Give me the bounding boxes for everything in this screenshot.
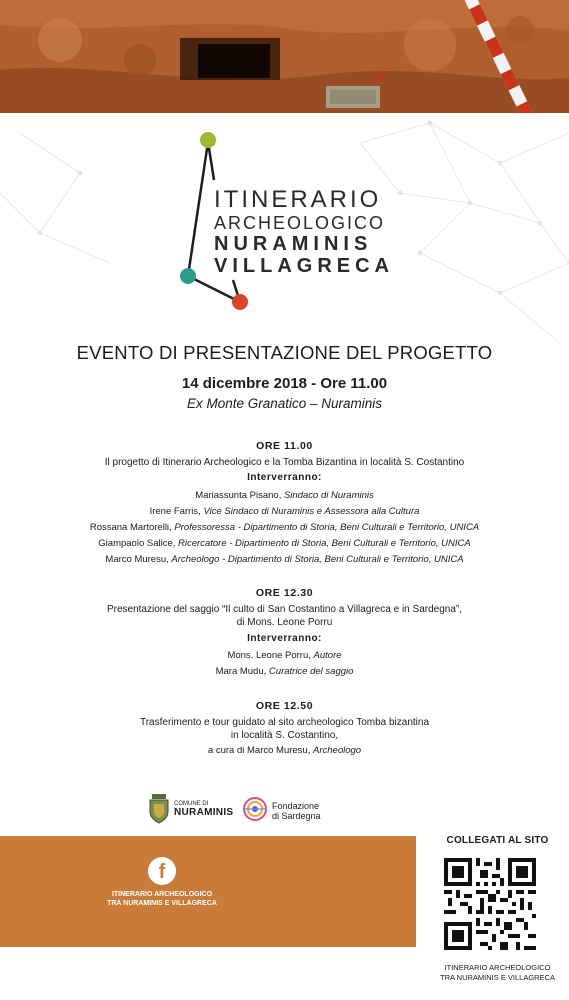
speaker-row: Rossana Martorelli, Professoressa - Dipartimento di Storia, Beni Culturali e Territorio, UNICA [89,521,480,533]
comune-label: COMUNE DI [174,801,209,807]
speaker-row: Mons. Leone Porru, Autore [227,650,342,661]
speaker-name: Giampaolo Salice [98,537,173,549]
program-block-1250 [0,700,569,759]
speaker-row: Giampaolo Salice, Ricercatore - Dipartimento di Storia, Beni Culturali e Territorio, UNICA [98,537,471,549]
speaker-role: Vice Sindaco di Nuraminis e Assessora alla Cultura [203,505,420,517]
qr-caption-line1: ITINERARIO ARCHEOLOGICO [444,963,551,972]
hero-photo [0,0,569,113]
sponsor-logos [148,792,348,828]
event-place: Ex Monte Granatico – Nuraminis [186,396,383,411]
logo-line-archeologico: ARCHEOLOGICO [214,213,386,233]
program-title: in località S. Costantino, [230,730,339,741]
speaker-row: Mara Mudu, Curatrice del saggio [215,666,354,677]
speaker-role: Curatrice del saggio [268,666,354,677]
excavation-illustration [0,0,569,113]
facebook-page-line1[interactable]: ITINERARIO ARCHEOLOGICO [111,891,213,898]
guide-name: a cura di Marco Muresu [207,744,308,756]
program-time: ORE 12.50 [255,700,314,712]
facebook-icon[interactable]: f [148,857,176,885]
program-title: Presentazione del saggio “Il culto di San Costantino a Villagreca e in Sardegna”, [106,603,463,615]
logo-line-nuraminis: NURAMINIS [214,233,373,255]
program-title: Trasferimento e tour guidato al sito archeologico Tomba bizantina [139,716,430,728]
speaker-row: Mariassunta Pisano, Sindaco di Nuraminis [195,489,374,501]
speaker-role: Professoressa - Dipartimento di Storia, Beni Culturali e Territorio, UNICA [174,521,480,533]
fondazione-logo-icon [242,794,268,824]
speaker-name: Mariassunta Pisano [195,489,279,501]
speaker-row: Marco Muresu, Archeologo - Dipartimento di Storia, Beni Culturali e Territorio, UNICA [105,553,464,565]
speaker-name: Rossana Martorelli [89,521,170,533]
guide-credit: a cura di Marco Muresu, Archeologo [207,744,362,756]
project-logo [170,128,410,318]
event-title: EVENTO DI PRESENTAZIONE DEL PROGETTO [76,342,493,363]
facebook-page-line2[interactable]: TRA NURAMINIS E VILLAGRECA [107,900,217,907]
comune-name: NURAMINIS [174,807,234,818]
guide-role: Archeologo [313,744,362,756]
speaker-name: Irene Farris [149,505,199,517]
speaker-name: Marco Muresu [105,553,167,565]
speaker-row: Irene Farris, Vice Sindaco di Nuraminis e Assessora alla Cultura [149,505,420,517]
speaker-role: Archeologo - Dipartimento di Storia, Beni Culturali e Territorio, UNICA [171,553,464,565]
speakers-heading: Interverranno: [247,472,322,483]
fondazione-line2: di Sardegna [272,811,321,821]
speaker-role: Ricercatore - Dipartimento di Storia, Beni Culturali e Territorio, UNICA [178,537,471,549]
speaker-role: Autore [313,650,342,661]
qr-code-icon[interactable] [444,858,536,950]
program-title: Il progetto di Itinerario Archeologico e la Tomba Bizantina in località S. Costantino [104,456,465,468]
speaker-name: Mara Mudu [215,666,264,677]
footer-facebook-band [0,836,416,947]
program-time: ORE 12.30 [255,587,314,599]
program-block-1230 [0,587,569,680]
speaker-role: Sindaco di Nuraminis [283,489,374,501]
comune-crest-icon [148,792,170,824]
program-block-1100 [0,440,569,568]
green-dot-icon [200,132,216,148]
fondazione-line1: Fondazione [272,801,320,811]
program-time: ORE 11.00 [256,440,313,452]
speakers-heading: Interverranno: [247,632,322,644]
program-title: di Mons. Leone Porru [236,617,333,628]
qr-title: COLLEGATI AL SITO [446,835,549,846]
logo-line-villagreca: VILLAGRECA [214,255,394,277]
logo-line-itinerario: ITINERARIO [214,186,382,213]
red-dot-icon [232,294,248,310]
qr-caption-line2: TRA NURAMINIS E VILLAGRECA [439,973,556,982]
speaker-name: Mons. Leone Porru [227,650,309,661]
teal-dot-icon [180,268,196,284]
event-date: 14 dicembre 2018 - Ore 11.00 [181,375,388,392]
